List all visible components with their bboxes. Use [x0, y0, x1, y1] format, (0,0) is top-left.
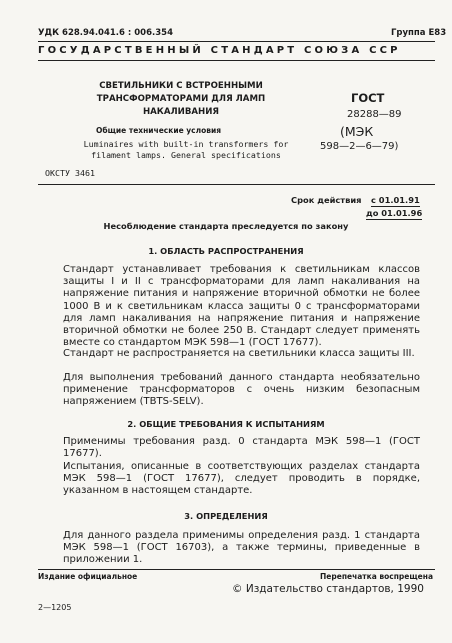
mek-label: (МЭК: [340, 124, 374, 139]
document-title: СВЕТИЛЬНИКИ С ВСТРОЕННЫМИ ТРАНСФОРМАТОРАМИ ДЛЯ ЛАМП НАКАЛИВАНИЯ: [96, 81, 266, 117]
divider: [38, 569, 435, 570]
group-code: Группа Е83: [391, 28, 447, 38]
divider: [38, 184, 435, 185]
paragraph: Стандарт не распространяется на светильники класса защиты III.: [63, 348, 415, 359]
paragraph: Для данного раздела применимы определения разд. 1 стандарта МЭК 598—1 (ГОСТ 16703), а также термины, приведенные в приложении 1.: [63, 530, 420, 566]
divider: [38, 41, 435, 42]
section-heading: 1. ОБЛАСТЬ РАСПРОСТРАНЕНИЯ: [148, 246, 304, 256]
reprint-note: Перепечатка воспрещена: [320, 572, 434, 581]
legal-notice: Несоблюдение стандарта преследуется по закону: [103, 221, 349, 231]
term-label: Срок действия: [291, 195, 362, 205]
divider: [38, 60, 435, 61]
standard-line: ГОСУДАРСТВЕННЫЙ СТАНДАРТ СОЮЗА ССР: [38, 45, 401, 56]
copyright-line: © Издательство стандартов, 1990: [232, 583, 424, 595]
page-code: 2—1205: [38, 603, 72, 612]
section-heading: 2. ОБЩИЕ ТРЕБОВАНИЯ К ИСПЫТАНИЯМ: [127, 419, 325, 429]
english-title: Luminaires with built-in transformers for filament lamps. General specifications: [83, 139, 289, 160]
gost-number: 28288—89: [347, 109, 402, 120]
paragraph: Применимы требования разд. 0 стандарта МЭК 598—1 (ГОСТ 17677).: [63, 436, 420, 460]
paragraph: Для выполнения требований данного стандарта необязательно применение трансформаторов с очень низким безопасным напряжением (TBTS-SELV).: [63, 372, 420, 408]
mek-number: 598—2—6—79): [320, 141, 399, 152]
gost-label: ГОСТ: [351, 91, 385, 105]
document-subtitle: Общие технические условия: [96, 126, 222, 135]
udk-code: УДК 628.94.041.6 : 006.354: [38, 28, 173, 38]
term-to: до 01.01.96: [366, 208, 423, 218]
edition-note: Издание официальное: [38, 572, 138, 581]
section-heading: 3. ОПРЕДЕЛЕНИЯ: [184, 511, 268, 521]
paragraph: Стандарт устанавливает требования к светильникам классов защиты I и II с трансформаторами для ламп накаливания на напряжение питания и напряжение вторичной обмотки не более 1000 В и к светильникам класса защиты 0 с трансформаторами для ламп накаливания на напряжение питания и напряжение вторичной обмотки не более 250 В. Стандарт следует применять вместе со стандартом МЭК 598—1 (ГОСТ 17677).: [63, 264, 420, 349]
term-from: с 01.01.91: [371, 195, 420, 205]
okstu-code: ОКСТУ 3461: [45, 168, 95, 178]
paragraph: Испытания, описанные в соответствующих разделах стандарта МЭК 598—1 (ГОСТ 17677), следует проводить в порядке, указанном в настоящем стандарте.: [63, 461, 420, 497]
